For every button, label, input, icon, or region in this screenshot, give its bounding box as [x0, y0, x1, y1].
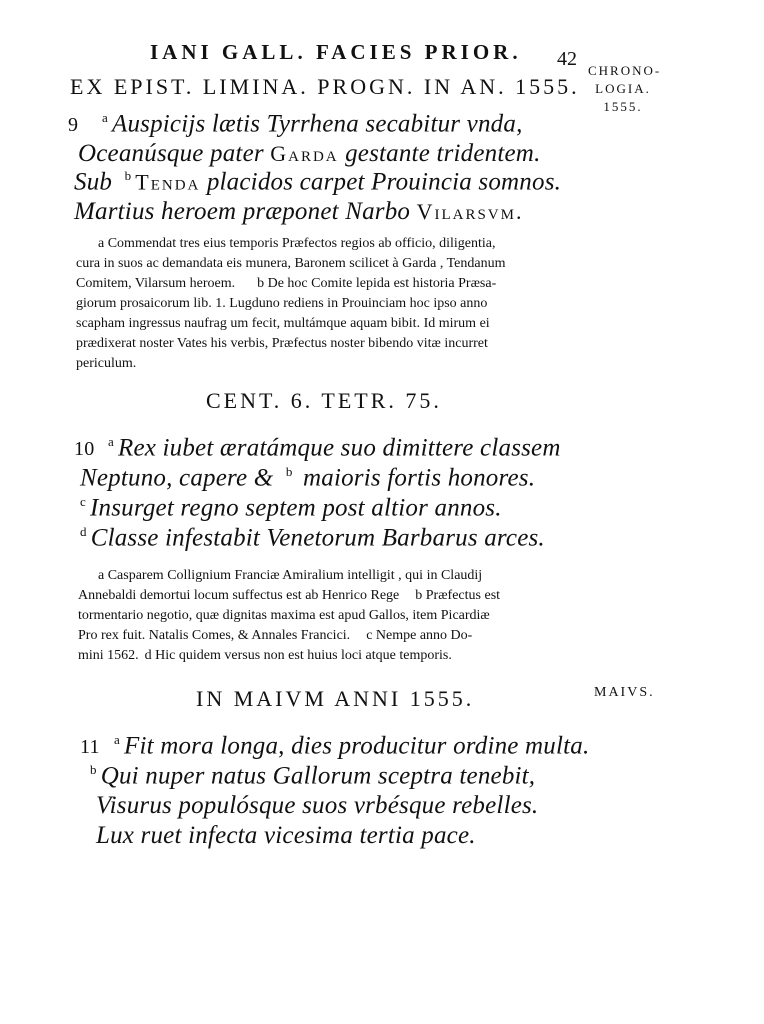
note-marker: a	[102, 110, 108, 125]
verse-text: Oceanúsque pater	[78, 140, 271, 167]
verse-line	[96, 792, 538, 820]
verse-text: Insurget regno septem post altior annos.	[89, 494, 502, 522]
note-marker: a	[114, 732, 120, 747]
commentary-block	[78, 566, 558, 666]
commentary-text: b De hoc Comite lepida est historia Præsa-	[257, 276, 497, 291]
verse-name: Tenda	[135, 169, 201, 195]
verse-line	[78, 140, 541, 168]
commentary-text: d Hic quidem versus non est huius loci atque temporis.	[144, 648, 452, 663]
verse-text: Qui nuper natus Gallorum sceptra tenebit,	[100, 762, 536, 790]
verse-number: 11	[80, 736, 100, 759]
commentary-line	[78, 626, 558, 646]
margin-chronologia-line1: CHRONO-	[588, 63, 662, 78]
verse-line	[74, 434, 561, 462]
note-marker: b	[285, 464, 293, 479]
margin-chronologia-year: 1555.	[603, 99, 643, 114]
verse-line	[84, 762, 535, 790]
commentary-line: periculum.	[76, 356, 137, 371]
verse-line	[80, 464, 535, 492]
verse-text: Fit mora longa, dies producitur ordine multa.	[123, 732, 590, 760]
verse-text: Lux ruet infecta vicesima tertia pace.	[96, 822, 476, 849]
verse-text: Martius heroem præponet Narbo	[74, 198, 417, 225]
verse-text: Auspicijs lætis Tyrrhena secabitur vnda,	[111, 110, 523, 138]
note-marker: d	[80, 524, 87, 539]
commentary-line: scapham ingressus naufrag um fecit, multámque aquam bibit. Id mirum ei	[76, 316, 490, 331]
note-marker: b	[90, 762, 97, 777]
verse-number: 9	[68, 114, 79, 137]
commentary-block	[76, 234, 556, 374]
verse-line	[74, 524, 545, 552]
verse-line	[80, 732, 589, 760]
commentary-line: giorum prosaicorum lib. 1. Lugduno rediens in Prouinciam hoc ipso anno	[76, 296, 488, 311]
verse-text: Neptuno, capere &	[80, 464, 280, 492]
note-marker: b	[124, 168, 132, 183]
section-heading: CENT. 6. TETR. 75.	[206, 388, 442, 413]
note-marker: a	[108, 434, 114, 449]
verse-text: Classe infestabit Venetorum Barbarus arces.	[90, 524, 545, 552]
verse-line	[74, 494, 502, 522]
running-title: IANI GALL. FACIES PRIOR.	[150, 40, 522, 64]
commentary-text: c Nempe anno Do-	[366, 628, 473, 643]
margin-chronologia-line2: LOGIA.	[595, 81, 651, 96]
margin-chronologia	[588, 62, 662, 116]
commentary-text: Annebaldi demortui locum suffectus est ab Henrico Rege	[78, 588, 400, 603]
commentary-line	[78, 586, 558, 606]
verse-text: maioris fortis honores.	[296, 464, 536, 492]
verse-line	[74, 168, 561, 196]
commentary-line: tormentario negotio, quæ dignitas maxima est apud Gallos, item Picardiæ	[78, 608, 490, 623]
commentary-line: a Commendat tres eius temporis Præfectos regios ab officio, diligentia,	[98, 236, 496, 251]
verse-text: Sub	[74, 168, 119, 196]
note-marker: c	[80, 494, 86, 509]
commentary-text: Pro rex fuit. Natalis Comes, & Annales Francici.	[78, 628, 351, 643]
commentary-line	[78, 646, 558, 666]
verse-text: placidos carpet Prouincia somnos.	[200, 168, 562, 196]
verse-number: 10	[74, 438, 95, 461]
commentary-line: prædixerat noster Vates his verbis, Præfectus noster bibendo vitæ incurret	[76, 336, 488, 351]
commentary-line: cura in suos ac demandata eis munera, Baronem scilicet à Garda , Tendanum	[76, 256, 506, 271]
margin-maius: MAIVS.	[594, 685, 655, 700]
section-heading: IN MAIVM ANNI 1555.	[196, 686, 475, 711]
verse-line	[74, 198, 523, 226]
verse-line	[68, 110, 523, 138]
section-title: EX EPIST. LIMINA. PROGN. IN AN. 1555.	[70, 74, 580, 99]
verse-name: Vilarsvm.	[416, 199, 524, 224]
commentary-text: mini 1562.	[78, 648, 139, 663]
commentary-text: b Præfectus est	[415, 588, 501, 603]
verse-line	[96, 822, 476, 850]
commentary-line: a Casparem Collignium Franciæ Amiralium intelligit , qui in Claudij	[98, 568, 483, 583]
page-number: 42	[557, 48, 577, 70]
commentary-text: Comitem, Vilarsum heroem.	[76, 276, 236, 291]
commentary-line	[76, 274, 556, 294]
verse-name: Garda	[270, 141, 339, 166]
verse-text: gestante tridentem.	[338, 140, 541, 167]
verse-text: Visurus populósque suos vrbésque rebelles.	[96, 792, 539, 819]
verse-text: Rex iubet æratámque suo dimittere classem	[117, 434, 561, 462]
